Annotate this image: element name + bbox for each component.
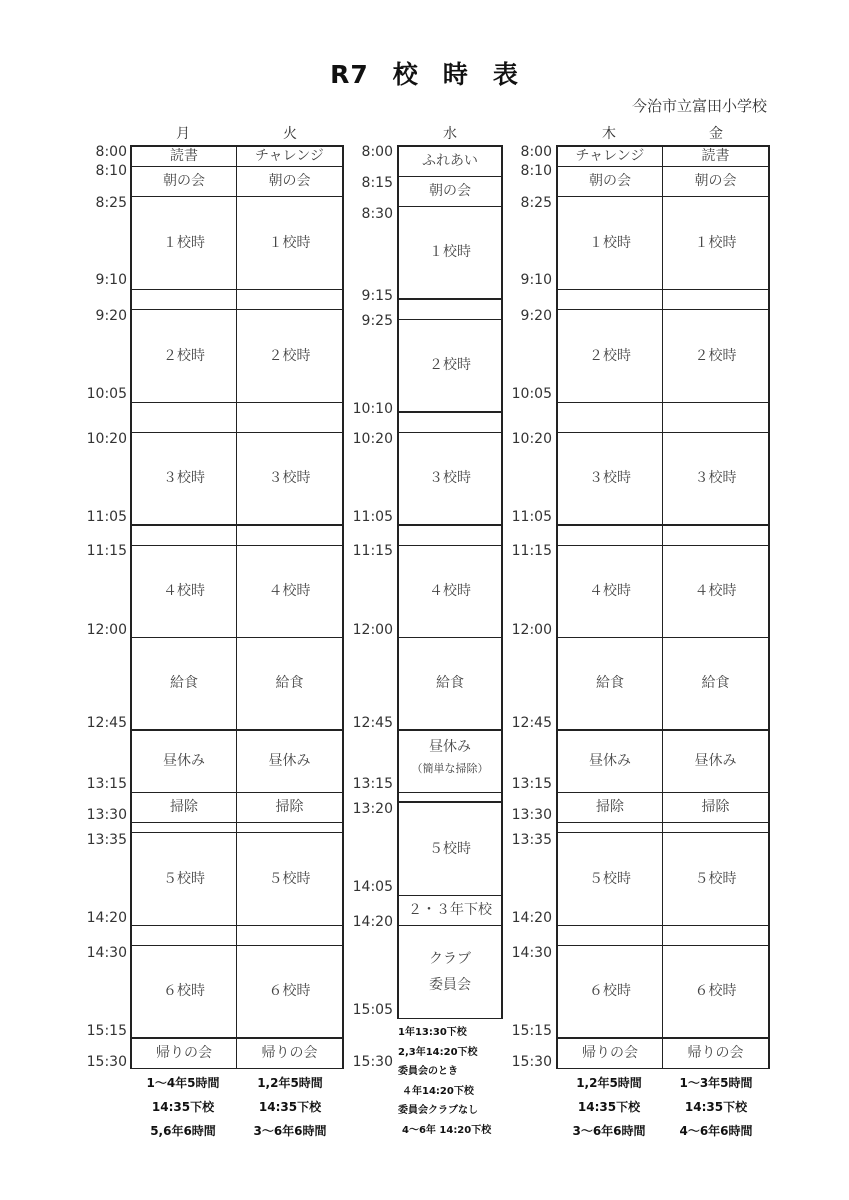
time-label-wed: 8:30 bbox=[361, 206, 393, 222]
thu-p4-cell bbox=[556, 546, 663, 638]
note-line: 14:35下校 bbox=[577, 1100, 641, 1114]
time-label-left: 14:30 bbox=[86, 945, 127, 961]
note-line: 1,2年5時間 bbox=[576, 1076, 642, 1090]
thu-p1-cell bbox=[556, 197, 663, 290]
tue-lunch-cell bbox=[237, 638, 344, 731]
cell-label: ２校時 bbox=[694, 347, 737, 364]
cell-label: ２校時 bbox=[163, 347, 205, 364]
time-label-right: 15:30 bbox=[511, 1054, 552, 1070]
cell-label: 昼休み bbox=[163, 753, 205, 770]
cell-label: 読書 bbox=[170, 148, 198, 165]
cell-label: 朝の会 bbox=[694, 173, 737, 190]
cell-label: 掃除 bbox=[701, 799, 730, 816]
cell-label: 帰りの会 bbox=[261, 1045, 318, 1062]
note-line: 4～6年6時間 bbox=[679, 1124, 753, 1138]
thu-lunch-cell bbox=[556, 638, 663, 731]
cell-label: 掃除 bbox=[170, 799, 198, 816]
mon-p4-cell bbox=[130, 546, 237, 638]
tue-cleaning-cell bbox=[237, 793, 344, 823]
day-header-wed: 水 bbox=[443, 126, 457, 142]
time-label-left: 12:00 bbox=[86, 622, 127, 638]
time-label-right: 14:20 bbox=[511, 910, 552, 926]
time-label-wed: 12:45 bbox=[352, 715, 393, 731]
cell-label: ４校時 bbox=[589, 583, 631, 600]
notes-wed bbox=[398, 1023, 491, 1140]
wed-p3-cell bbox=[397, 433, 503, 526]
day-header-mon: 月 bbox=[176, 126, 190, 142]
mon-morning-cell bbox=[130, 145, 237, 167]
break-cell bbox=[397, 526, 503, 546]
tue-homeroom-cell bbox=[237, 1039, 344, 1069]
note-line: 1～4年5時間 bbox=[146, 1076, 220, 1090]
club-committee-cell bbox=[397, 926, 503, 1019]
time-label-right: 8:00 bbox=[520, 144, 552, 160]
mon-p1-cell bbox=[130, 197, 237, 290]
break-cell bbox=[130, 290, 237, 310]
time-label-left: 13:30 bbox=[86, 807, 127, 823]
time-label-left: 13:15 bbox=[86, 776, 127, 792]
cell-label: 掃除 bbox=[596, 799, 624, 816]
time-label-wed: 11:15 bbox=[352, 543, 393, 559]
time-label-wed: 15:30 bbox=[352, 1054, 393, 1070]
time-label-left: 15:15 bbox=[86, 1023, 127, 1039]
club-label: クラブ bbox=[429, 951, 471, 967]
cell-label: 帰りの会 bbox=[687, 1045, 744, 1062]
wed-p2-cell bbox=[397, 320, 503, 413]
cell-label: 朝の会 bbox=[429, 183, 471, 200]
note-line: 14:35下校 bbox=[151, 1100, 215, 1114]
mon-p6-cell bbox=[130, 946, 237, 1039]
time-label-right: 10:20 bbox=[511, 431, 552, 447]
note-line: 1～3年5時間 bbox=[679, 1076, 753, 1090]
time-label-right: 9:10 bbox=[520, 272, 552, 288]
notes-tue bbox=[237, 1071, 343, 1143]
time-label-right: 13:15 bbox=[511, 776, 552, 792]
time-label-left: 9:20 bbox=[95, 308, 127, 324]
time-label-right: 10:05 bbox=[511, 386, 552, 402]
time-label-left: 8:25 bbox=[95, 195, 127, 211]
notes-fri bbox=[663, 1071, 769, 1143]
time-label-right: 13:30 bbox=[511, 807, 552, 823]
cell-label: 昼休み bbox=[268, 753, 311, 770]
note-line: 4～6年 14:20下校 bbox=[402, 1124, 492, 1136]
break-cell bbox=[556, 526, 663, 546]
time-label-right: 14:30 bbox=[511, 945, 552, 961]
fri-p5-cell bbox=[663, 833, 770, 926]
break-cell bbox=[556, 403, 663, 433]
mon-homeroom-cell bbox=[130, 1039, 237, 1069]
cell-label: ６校時 bbox=[163, 983, 205, 1000]
time-label-wed: 11:05 bbox=[352, 509, 393, 525]
time-label-left: 11:05 bbox=[86, 509, 127, 525]
cell-label: ４校時 bbox=[163, 583, 205, 600]
thu-assembly-cell bbox=[556, 167, 663, 197]
cell-label: ５校時 bbox=[429, 840, 471, 857]
mon-recess-cell bbox=[130, 731, 237, 793]
cell-label: 読書 bbox=[701, 148, 730, 165]
title-r: R7 bbox=[330, 60, 369, 89]
fri-p2-cell bbox=[663, 310, 770, 403]
cell-label: ５校時 bbox=[694, 870, 737, 887]
time-label-wed: 8:15 bbox=[361, 175, 393, 191]
notes-mon bbox=[130, 1071, 236, 1143]
mon-p5-cell bbox=[130, 833, 237, 926]
cell-label: 給食 bbox=[170, 675, 198, 692]
recess-note: （簡単な掃除） bbox=[411, 761, 489, 775]
cell-label: 朝の会 bbox=[589, 173, 631, 190]
fri-lunch-cell bbox=[663, 638, 770, 731]
tue-p2-cell bbox=[237, 310, 344, 403]
break-cell bbox=[556, 823, 663, 833]
time-label-right: 12:00 bbox=[511, 622, 552, 638]
break-cell bbox=[556, 290, 663, 310]
mon-assembly-cell bbox=[130, 167, 237, 197]
break-cell bbox=[237, 526, 344, 546]
cell-label: １校時 bbox=[589, 234, 631, 251]
mon-p2-cell bbox=[130, 310, 237, 403]
time-label-left: 12:45 bbox=[86, 715, 127, 731]
time-label-right: 11:15 bbox=[511, 543, 552, 559]
tue-p4-cell bbox=[237, 546, 344, 638]
fri-assembly-cell bbox=[663, 167, 770, 197]
cell-label: 給食 bbox=[701, 675, 730, 692]
cell-label: 帰りの会 bbox=[582, 1045, 638, 1062]
wed-p4-cell bbox=[397, 546, 503, 638]
cell-label: ２校時 bbox=[268, 347, 311, 364]
time-label-right: 15:15 bbox=[511, 1023, 552, 1039]
note-line: ４年14:20下校 bbox=[402, 1085, 474, 1097]
mon-cleaning-cell bbox=[130, 793, 237, 823]
break-cell bbox=[663, 926, 770, 946]
cell-label: ６校時 bbox=[268, 983, 311, 1000]
wed-p5-cell bbox=[397, 803, 503, 896]
cell-label: ５校時 bbox=[268, 870, 311, 887]
wed-p1-cell bbox=[397, 207, 503, 300]
cell-label: ６校時 bbox=[694, 983, 737, 1000]
time-label-right: 11:05 bbox=[511, 509, 552, 525]
page-title bbox=[0, 55, 849, 91]
cell-label: 昼休み bbox=[429, 739, 471, 755]
cell-label: ２・３年下校 bbox=[408, 902, 492, 919]
cell-label: ２校時 bbox=[429, 357, 471, 374]
thu-p3-cell bbox=[556, 433, 663, 526]
break-cell bbox=[397, 300, 503, 320]
day-header-thu: 木 bbox=[602, 126, 616, 142]
cell-label: 掃除 bbox=[275, 799, 304, 816]
notes-thu bbox=[556, 1071, 662, 1143]
time-label-left: 10:20 bbox=[86, 431, 127, 447]
cell-label: ふれあい bbox=[422, 153, 478, 170]
cell-label: ４校時 bbox=[268, 583, 311, 600]
break-cell bbox=[130, 823, 237, 833]
note-line: 14:35下校 bbox=[684, 1100, 748, 1114]
break-cell bbox=[397, 793, 503, 803]
cell-label: 給食 bbox=[436, 675, 464, 692]
cell-label: 朝の会 bbox=[163, 173, 205, 190]
cell-label: ４校時 bbox=[694, 583, 737, 600]
cell-label: 給食 bbox=[596, 675, 624, 692]
time-label-wed: 13:20 bbox=[352, 801, 393, 817]
time-label-left: 14:20 bbox=[86, 910, 127, 926]
committee-label: 委員会 bbox=[429, 977, 471, 993]
time-label-wed: 14:05 bbox=[352, 879, 393, 895]
note-line: 1,2年5時間 bbox=[257, 1076, 323, 1090]
thu-recess-cell bbox=[556, 731, 663, 793]
time-label-left: 15:30 bbox=[86, 1054, 127, 1070]
wed-dismissal-cell bbox=[397, 896, 503, 926]
time-label-right: 9:20 bbox=[520, 308, 552, 324]
break-cell bbox=[663, 403, 770, 433]
mon-p3-cell bbox=[130, 433, 237, 526]
time-label-left: 8:00 bbox=[95, 144, 127, 160]
cell-label: ３校時 bbox=[694, 470, 737, 487]
time-label-wed: 10:20 bbox=[352, 431, 393, 447]
time-label-right: 8:10 bbox=[520, 163, 552, 179]
break-cell bbox=[663, 823, 770, 833]
fri-p4-cell bbox=[663, 546, 770, 638]
break-cell bbox=[556, 926, 663, 946]
title-c3: 表 bbox=[492, 60, 519, 89]
thu-homeroom-cell bbox=[556, 1039, 663, 1069]
tue-assembly-cell bbox=[237, 167, 344, 197]
note-line: 2,3年14:20下校 bbox=[398, 1046, 478, 1058]
break-cell bbox=[130, 403, 237, 433]
tue-p6-cell bbox=[237, 946, 344, 1039]
time-label-left: 13:35 bbox=[86, 832, 127, 848]
cell-label: 朝の会 bbox=[268, 173, 311, 190]
fri-recess-cell bbox=[663, 731, 770, 793]
cell-label: 給食 bbox=[275, 675, 304, 692]
time-label-right: 8:25 bbox=[520, 195, 552, 211]
time-label-wed: 9:15 bbox=[361, 288, 393, 304]
note-line: 14:35下校 bbox=[258, 1100, 322, 1114]
time-label-left: 8:10 bbox=[95, 163, 127, 179]
cell-label: １校時 bbox=[268, 234, 311, 251]
time-label-wed: 15:05 bbox=[352, 1002, 393, 1018]
note-line: 委員会クラブなし bbox=[398, 1105, 478, 1116]
tue-p5-cell bbox=[237, 833, 344, 926]
thu-p6-cell bbox=[556, 946, 663, 1039]
day-header-fri: 金 bbox=[709, 126, 723, 142]
fri-p1-cell bbox=[663, 197, 770, 290]
wed-morning-cell bbox=[397, 145, 503, 177]
time-label-left: 9:10 bbox=[95, 272, 127, 288]
tue-recess-cell bbox=[237, 731, 344, 793]
cell-label: １校時 bbox=[163, 234, 205, 251]
cell-label: ４校時 bbox=[429, 583, 471, 600]
fri-p6-cell bbox=[663, 946, 770, 1039]
break-cell bbox=[663, 290, 770, 310]
fri-homeroom-cell bbox=[663, 1039, 770, 1069]
time-label-right: 13:35 bbox=[511, 832, 552, 848]
cell-label: ６校時 bbox=[589, 983, 631, 1000]
thu-p2-cell bbox=[556, 310, 663, 403]
time-label-wed: 9:25 bbox=[361, 313, 393, 329]
cell-label: ３校時 bbox=[163, 470, 205, 487]
time-label-wed: 13:15 bbox=[352, 776, 393, 792]
tue-p1-cell bbox=[237, 197, 344, 290]
cell-label: 昼休み bbox=[589, 753, 631, 770]
time-label-wed: 8:00 bbox=[361, 144, 393, 160]
break-cell bbox=[237, 290, 344, 310]
title-c2: 時 bbox=[442, 60, 469, 89]
cell-label: チャレンジ bbox=[575, 148, 645, 165]
cell-label: 昼休み bbox=[694, 753, 737, 770]
tue-morning-cell bbox=[237, 145, 344, 167]
cell-label: 帰りの会 bbox=[156, 1045, 212, 1062]
wed-recess-cell bbox=[397, 731, 503, 793]
fri-cleaning-cell bbox=[663, 793, 770, 823]
time-label-wed: 12:00 bbox=[352, 622, 393, 638]
break-cell bbox=[237, 926, 344, 946]
thu-p5-cell bbox=[556, 833, 663, 926]
time-label-right: 12:45 bbox=[511, 715, 552, 731]
fri-morning-cell bbox=[663, 145, 770, 167]
thu-cleaning-cell bbox=[556, 793, 663, 823]
break-cell bbox=[130, 926, 237, 946]
break-cell bbox=[663, 526, 770, 546]
break-cell bbox=[130, 526, 237, 546]
time-label-left: 10:05 bbox=[86, 386, 127, 402]
day-header-tue: 火 bbox=[283, 126, 297, 142]
title-c1: 校 bbox=[392, 60, 419, 89]
break-cell bbox=[397, 413, 503, 433]
time-label-left: 11:15 bbox=[86, 543, 127, 559]
cell-label: １校時 bbox=[429, 244, 471, 261]
thu-morning-cell bbox=[556, 145, 663, 167]
tue-p3-cell bbox=[237, 433, 344, 526]
cell-label: チャレンジ bbox=[255, 148, 324, 165]
break-cell bbox=[237, 403, 344, 433]
note-line: 3～6年6時間 bbox=[572, 1124, 646, 1138]
break-cell bbox=[237, 823, 344, 833]
school-name: 今治市立富田小学校 bbox=[631, 97, 767, 115]
wed-assembly-cell bbox=[397, 177, 503, 207]
note-line: 1年13:30下校 bbox=[398, 1027, 467, 1038]
time-label-wed: 14:20 bbox=[352, 914, 393, 930]
note-line: 3～6年6時間 bbox=[253, 1124, 327, 1138]
cell-label: ３校時 bbox=[429, 470, 471, 487]
mon-lunch-cell bbox=[130, 638, 237, 731]
cell-label: １校時 bbox=[694, 234, 737, 251]
time-label-wed: 10:10 bbox=[352, 401, 393, 417]
note-line: 委員会のとき bbox=[398, 1066, 458, 1077]
cell-label: ２校時 bbox=[589, 347, 631, 364]
wed-lunch-cell bbox=[397, 638, 503, 731]
cell-label: ５校時 bbox=[163, 870, 205, 887]
cell-label: ３校時 bbox=[268, 470, 311, 487]
note-line: 5,6年6時間 bbox=[150, 1124, 216, 1138]
cell-label: ３校時 bbox=[589, 470, 631, 487]
fri-p3-cell bbox=[663, 433, 770, 526]
cell-label: ５校時 bbox=[589, 870, 631, 887]
